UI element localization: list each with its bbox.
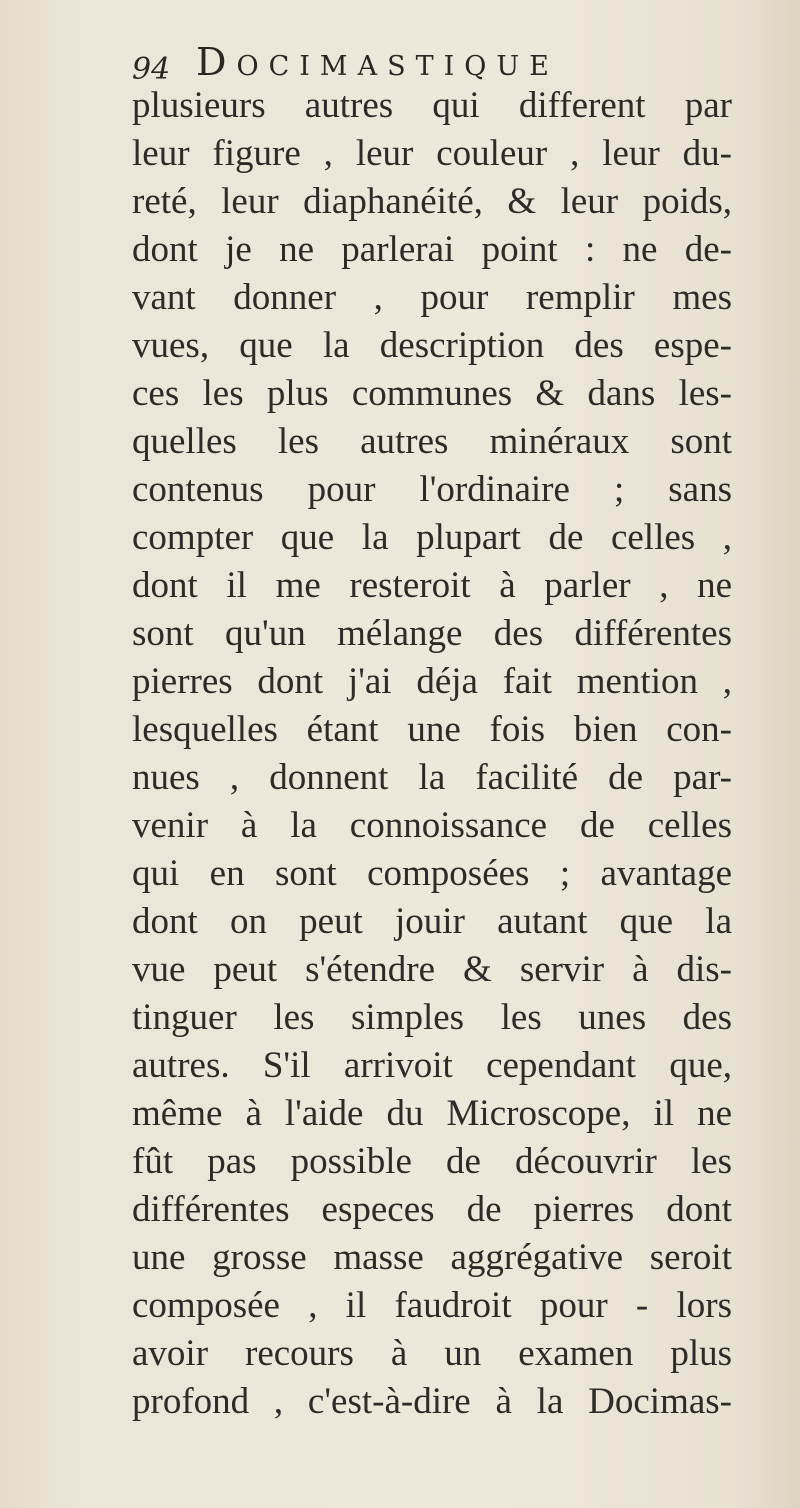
text-line: quelles les autres minéraux sont <box>132 421 732 462</box>
text-line: reté, leur diaphanéité, & leur poids, <box>132 181 732 222</box>
page-number: 94 <box>132 52 171 87</box>
text-line: contenus pour l'ordinaire ; sans <box>132 469 732 510</box>
text-line: tinguer les simples les unes des <box>132 997 732 1038</box>
text-line: dont on peut jouir autant que la <box>132 901 732 942</box>
text-line: vues, que la description des espe- <box>132 325 732 366</box>
running-title: Docimastique <box>196 40 559 84</box>
text-line: vant donner , pour remplir mes <box>132 277 732 318</box>
text-line: lesquelles étant une fois bien con- <box>132 709 732 750</box>
text-line: dont il me resteroit à parler , ne <box>132 565 732 606</box>
text-line: leur figure , leur couleur , leur du- <box>132 133 732 174</box>
text-line: qui en sont composées ; avantage <box>132 853 732 894</box>
text-line: profond , c'est-à-dire à la Docimas- <box>132 1381 732 1422</box>
text-line: une grosse masse aggrégative seroit <box>132 1237 732 1278</box>
text-line: composée , il faudroit pour - lors <box>132 1285 732 1326</box>
text-line: ces les plus communes & dans les- <box>132 373 732 414</box>
text-line: vue peut s'étendre & servir à dis- <box>132 949 732 990</box>
text-line: fût pas possible de découvrir les <box>132 1141 732 1182</box>
body-text <box>132 82 732 1426</box>
text-line: avoir recours à un examen plus <box>132 1333 732 1374</box>
text-line: sont qu'un mélange des différentes <box>132 613 732 654</box>
text-line: différentes especes de pierres dont <box>132 1189 732 1230</box>
text-line: plusieurs autres qui different par <box>132 85 732 126</box>
text-line: compter que la plupart de celles , <box>132 517 732 558</box>
text-line: venir à la connoissance de celles <box>132 805 732 846</box>
text-line: nues , donnent la facilité de par- <box>132 757 732 798</box>
text-line: dont je ne parlerai point : ne de- <box>132 229 732 270</box>
text-line: autres. S'il arrivoit cependant que, <box>132 1045 732 1086</box>
text-line: pierres dont j'ai déja fait mention , <box>132 661 732 702</box>
text-line: même à l'aide du Microscope, il ne <box>132 1093 732 1134</box>
